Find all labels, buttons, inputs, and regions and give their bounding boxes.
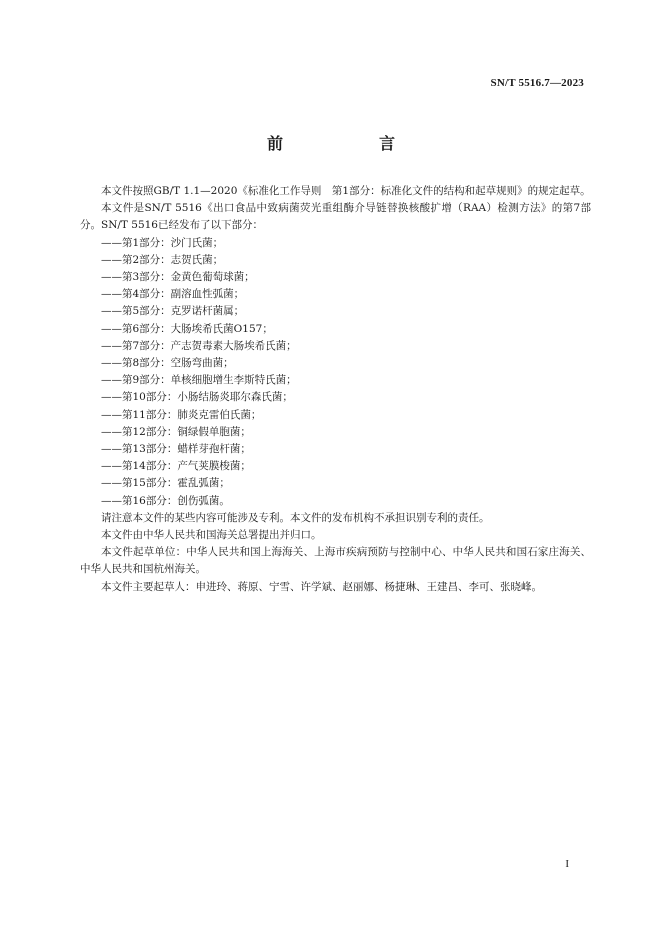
list-item: ——第14部分：产气荚膜梭菌； [101, 460, 251, 473]
foreword-body [80, 183, 591, 596]
list-item: ——第6部分：大肠埃希氏菌O157； [101, 322, 273, 335]
paragraph-patent-notice: 请注意本文件的某些内容可能涉及专利。本文件的发布机构不承担识别专利的责任。 [101, 511, 490, 524]
paragraph-drafters: 本文件主要起草人：申进玲、蒋原、宁雪、许学斌、赵丽娜、杨捷琳、王建昌、李可、张晓峰。 [101, 580, 542, 593]
list-item: ——第16部分：创伤弧菌。 [101, 494, 230, 507]
list-item: ——第5部分：克罗诺杆菌属； [101, 305, 245, 318]
list-item: ——第13部分：蜡样芽孢杆菌； [101, 443, 251, 456]
list-item: ——第11部分：肺炎克雷伯氏菌； [101, 408, 262, 421]
list-item: ——第3部分：金黄色葡萄球菌； [101, 271, 255, 284]
list-item: ——第10部分：小肠结肠炎耶尔森氏菌； [101, 391, 293, 404]
list-item: ——第15部分：霍乱弧菌； [101, 477, 230, 490]
paragraph-drafting-units: 本文件起草单位：中华人民共和国上海海关、上海市疾病预防与控制中心、中华人民共和国石家庄海关、中华人民共和国杭州海关。 [80, 546, 591, 576]
paragraph-proposer: 本文件由中华人民共和国海关总署提出并归口。 [101, 529, 322, 542]
paragraph-series-intro: 本文件是SN/T 5516《出口食品中致病菌荧光重组酶介导链替换核酸扩增（RAA）检测方法》的第7部分。SN/T 5516已经发布了以下部分： [80, 202, 591, 232]
paragraph-drafting-rules: 本文件按照GB/T 1.1—2020《标准化工作导则 第1部分：标准化文件的结构和起草规则》的规定起草。 [101, 185, 591, 197]
list-item: ——第2部分：志贺氏菌； [101, 253, 224, 266]
page-title: 前 言 [266, 134, 435, 153]
list-item: ——第1部分：沙门氏菌； [101, 236, 224, 249]
list-item: ——第4部分：副溶血性弧菌； [101, 288, 245, 301]
list-item: ——第7部分：产志贺毒素大肠埃希氏菌； [101, 339, 297, 352]
list-item: ——第12部分：铜绿假单胞菌； [101, 425, 251, 438]
list-item: ——第9部分：单核细胞增生李斯特氏菌； [101, 374, 297, 387]
standard-code: SN/T 5516.7—2023 [490, 77, 584, 89]
page-number: I [565, 858, 569, 870]
list-item: ——第8部分：空肠弯曲菌； [101, 357, 234, 370]
parts-list [80, 235, 591, 510]
